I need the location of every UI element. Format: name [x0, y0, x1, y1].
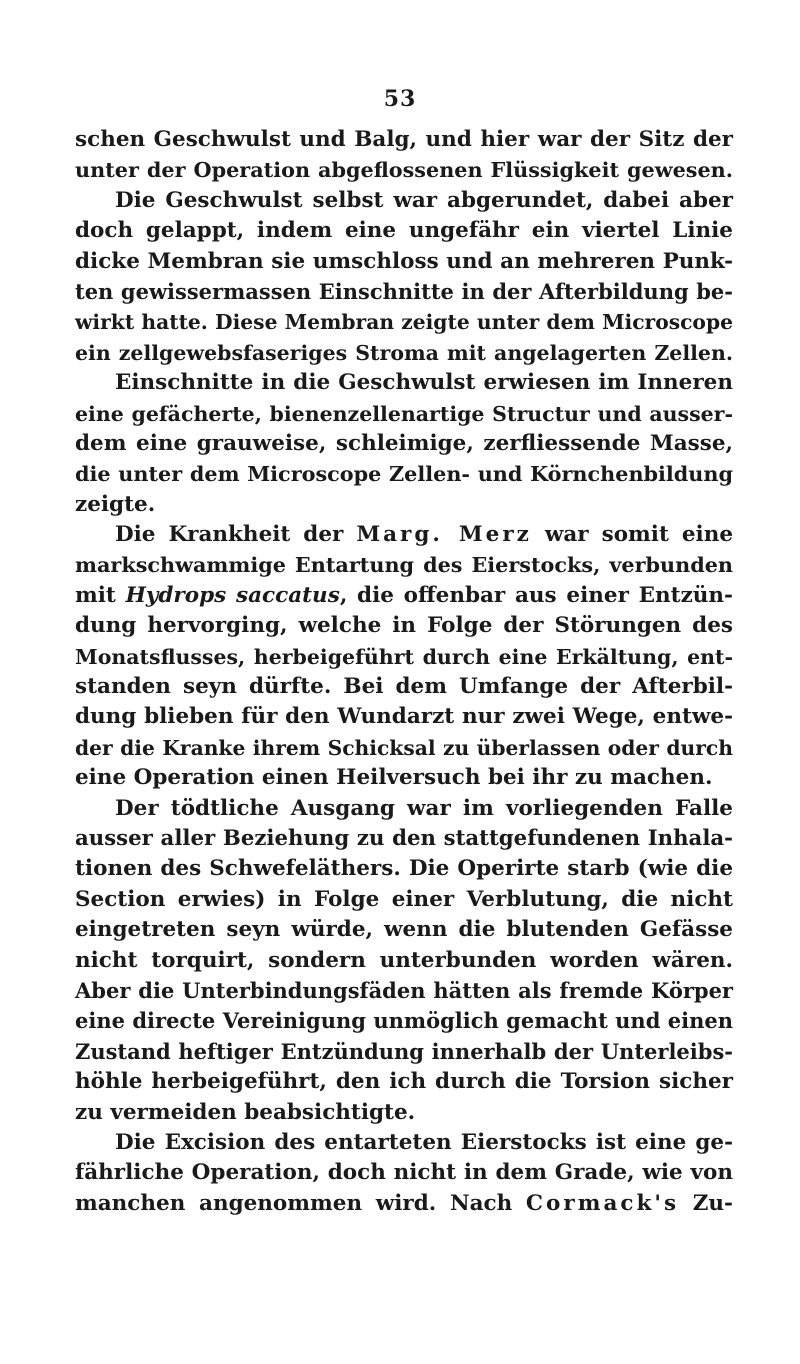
- line-text: standen seyn dürfte. Bei dem Umfange der Afterbil-: [75, 674, 733, 700]
- line-text: dung blieben für den Wundarzt nur zwei Wege, entwe-: [75, 704, 733, 730]
- text-line: [75, 1189, 733, 1219]
- text-line: [75, 186, 733, 216]
- line-text: Zustand heftiger Entzündung innerhalb der Unterleibs-: [75, 1038, 733, 1064]
- line-text: war somit eine: [531, 522, 734, 548]
- line-text: Aber die Unterbindungsfäden hätten als fremde Körper: [75, 977, 733, 1003]
- text-line: [75, 247, 733, 277]
- line-text: dicke Membran sie umschloss und an mehreren Punk-: [75, 248, 733, 274]
- text-line: [75, 672, 733, 702]
- line-text: dung hervorging, welche in Folge der Störungen des: [75, 613, 733, 639]
- text-line: [75, 642, 733, 672]
- line-text: schen Geschwulst und Balg, und hier war der Sitz der: [75, 127, 733, 152]
- text-line: [75, 520, 733, 550]
- text-line: [75, 399, 733, 429]
- line-text: tionen des Schwefeläthers. Die Operirte starb (wie die: [75, 856, 733, 882]
- line-text: Monatsflusses, herbeigeführt durch eine Erkältung, ent-: [75, 644, 733, 669]
- line-text: ein zellgewebsfaseriges Stroma mit angelagerten Zellen.: [75, 340, 733, 365]
- spaced-name: Marg. Merz: [356, 522, 532, 548]
- line-text: eine directe Vereinigung unmöglich gemacht und einen: [75, 1008, 733, 1034]
- line-text: Die Excision des entarteten Eierstocks ist eine ge-: [115, 1129, 733, 1155]
- line-text: ten gewissermassen Einschnitte in der Afterbildung be-: [75, 278, 733, 304]
- line-text: eine gefächerte, bienenzellenartige Structur und ausser-: [75, 401, 733, 426]
- line-text: dem eine grauweise, schleimige, zerfliessende Masse,: [75, 430, 733, 456]
- text-line: [75, 1158, 733, 1188]
- line-text: höhle herbeigeführt, den ich durch die Torsion sicher: [75, 1069, 733, 1095]
- line-text: mit: [75, 582, 126, 608]
- text-line: [75, 1128, 733, 1158]
- spaced-name: Cormack's: [525, 1190, 680, 1216]
- text-line: [75, 794, 733, 824]
- line-text: die unter dem Microscope Zellen- und Körnchenbildung: [75, 462, 733, 487]
- line-text: eingetreten seyn würde, wenn die blutenden Gefässe: [75, 917, 733, 943]
- line-text: der die Kranke ihrem Schicksal zu überlassen oder durch: [75, 735, 733, 760]
- text-line: [75, 125, 733, 155]
- text-line: [75, 1037, 733, 1067]
- line-text: nicht torquirt, sondern unterbunden worden wären.: [75, 947, 733, 973]
- line-text: fährliche Operation, doch nicht in dem Grade, wie von: [75, 1160, 733, 1186]
- text-line: [75, 490, 733, 520]
- text-line: [75, 338, 733, 368]
- text-line: [75, 611, 733, 641]
- italic-term: Hydrops saccatus: [125, 582, 340, 608]
- text-line: [75, 1098, 733, 1128]
- text-line: [75, 733, 733, 763]
- text-line: [75, 885, 733, 915]
- line-text: markschwammige Entartung des Eierstocks, verbunden: [75, 553, 733, 578]
- text-line: [75, 854, 733, 884]
- text-line: [75, 307, 733, 337]
- body-text: [75, 125, 733, 1219]
- text-line: [75, 581, 733, 611]
- line-text: zu vermeiden beabsichtigte.: [75, 1099, 416, 1125]
- line-text: wirkt hatte. Diese Membran zeigte unter dem Microscope: [75, 310, 733, 335]
- text-line: [75, 368, 733, 398]
- text-line: [75, 1006, 733, 1036]
- line-text: doch gelappt, indem eine ungefähr ein viertel Linie: [75, 218, 733, 244]
- text-line: [75, 976, 733, 1006]
- line-text: Der tödtliche Ausgang war im vorliegenden Falle: [115, 795, 733, 821]
- text-line: [75, 946, 733, 976]
- line-text: unter der Operation abgeflossenen Flüssigkeit gewesen.: [75, 158, 733, 183]
- text-line: [75, 429, 733, 459]
- text-line: [75, 763, 733, 793]
- text-line: [75, 1067, 733, 1097]
- line-text: , die offenbar aus einer Entzün-: [339, 582, 733, 608]
- line-text: Die Krankheit der: [115, 522, 357, 548]
- text-line: [75, 915, 733, 945]
- text-line: [75, 155, 733, 185]
- line-text: eine Operation einen Heilversuch bei ihr zu machen.: [75, 765, 713, 791]
- page-number: 53: [383, 86, 417, 112]
- text-line: [75, 702, 733, 732]
- text-line: [75, 550, 733, 580]
- line-text: zeigte.: [75, 491, 156, 517]
- text-line: [75, 459, 733, 489]
- text-line: [75, 277, 733, 307]
- line-text: Section erwies) in Folge einer Verblutung, die nicht: [75, 886, 733, 912]
- line-text: Die Geschwulst selbst war abgerundet, dabei aber: [115, 187, 733, 213]
- line-text: manchen angenommen wird. Nach: [75, 1190, 526, 1216]
- line-text: Einschnitte in die Geschwulst erwiesen im Inneren: [115, 370, 733, 396]
- line-text: Zu-: [679, 1190, 733, 1216]
- line-text: ausser aller Beziehung zu den stattgefundenen Inhala-: [75, 825, 733, 851]
- text-line: [75, 824, 733, 854]
- text-line: [75, 216, 733, 246]
